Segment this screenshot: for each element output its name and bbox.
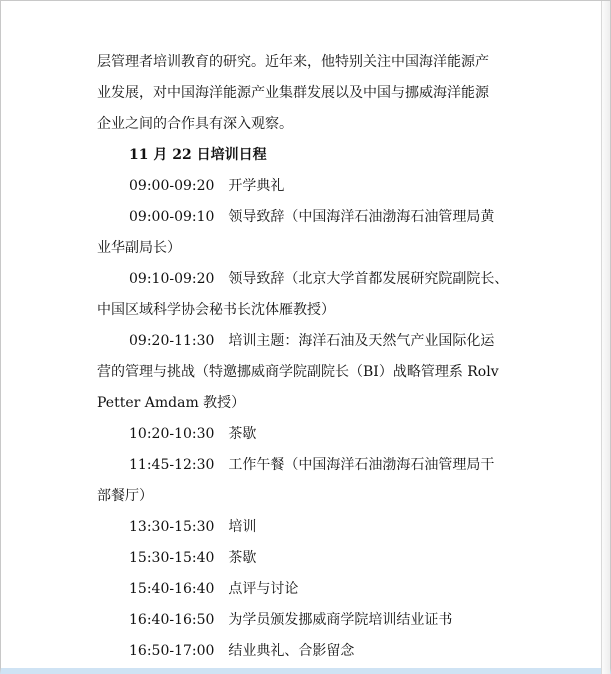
schedule-desc: 培训: [228, 519, 257, 535]
schedule-item: [97, 543, 517, 574]
schedule-desc: 领导致辞（北京大学首都发展研究院副院长、: [228, 271, 509, 287]
schedule-time: 09:20-11:30: [129, 333, 215, 349]
schedule-desc: 结业典礼、合影留念: [228, 643, 355, 659]
schedule-item: [97, 419, 517, 450]
schedule-desc: 为学员颁发挪威商学院培训结业证书: [228, 612, 453, 628]
schedule-time: 15:40-16:40: [129, 581, 215, 597]
schedule-desc-continued: Petter Amdam 教授）: [97, 395, 246, 411]
schedule-desc: 茶歇: [228, 550, 257, 566]
schedule-desc: 工作午餐（中国海洋石油渤海石油管理局干: [228, 457, 495, 473]
schedule-time: 10:20-10:30: [129, 426, 215, 442]
schedule-item: [97, 264, 517, 295]
schedule-item: [97, 605, 517, 636]
schedule-item: [97, 636, 517, 667]
schedule-desc: 培训主题：海洋石油及天然气产业国际化运: [228, 333, 495, 349]
schedule-time: 09:00-09:20: [129, 178, 215, 194]
schedule-desc-continued: 部餐厅）: [97, 488, 153, 504]
schedule-desc-continued: 中国区域科学协会秘书长沈体雁教授）: [97, 302, 335, 318]
intro-line: 层管理者培训教育的研究。近年来，他特别关注中国海洋能源产: [97, 54, 489, 70]
schedule-item: [97, 574, 517, 605]
schedule-time: 11:45-12:30: [129, 457, 215, 473]
schedule-desc-continued: 营的管理与挑战（特邀挪威商学院副院长（BI）战略管理系 Rolv: [97, 364, 499, 380]
page-edge: [601, 1, 610, 674]
schedule-time: 13:30-15:30: [129, 519, 215, 535]
schedule-item: [97, 326, 517, 357]
schedule-title: 11 月 22 日培训日程: [129, 147, 267, 163]
schedule-item: [97, 171, 517, 202]
intro-line: 企业之间的合作具有深入观察。: [97, 116, 293, 132]
schedule-desc-continued: 业华副局长）: [97, 240, 181, 256]
schedule-time: 15:30-15:40: [129, 550, 215, 566]
document-body: [97, 47, 517, 667]
schedule-desc: 领导致辞（中国海洋石油渤海石油管理局黄: [228, 209, 495, 225]
schedule-time: 09:00-09:10: [129, 209, 215, 225]
schedule-time: 16:50-17:00: [129, 643, 215, 659]
schedule-item: [97, 202, 517, 233]
schedule-item: [97, 512, 517, 543]
intro-line: 业发展，对中国海洋能源产业集群发展以及中国与挪威海洋能源: [97, 85, 489, 101]
schedule-desc: 开学典礼: [228, 178, 285, 194]
schedule-time: 16:40-16:50: [129, 612, 215, 628]
schedule-desc: 点评与讨论: [228, 581, 299, 597]
schedule-desc: 茶歇: [228, 426, 257, 442]
schedule-time: 09:10-09:20: [129, 271, 215, 287]
schedule-item: [97, 450, 517, 481]
